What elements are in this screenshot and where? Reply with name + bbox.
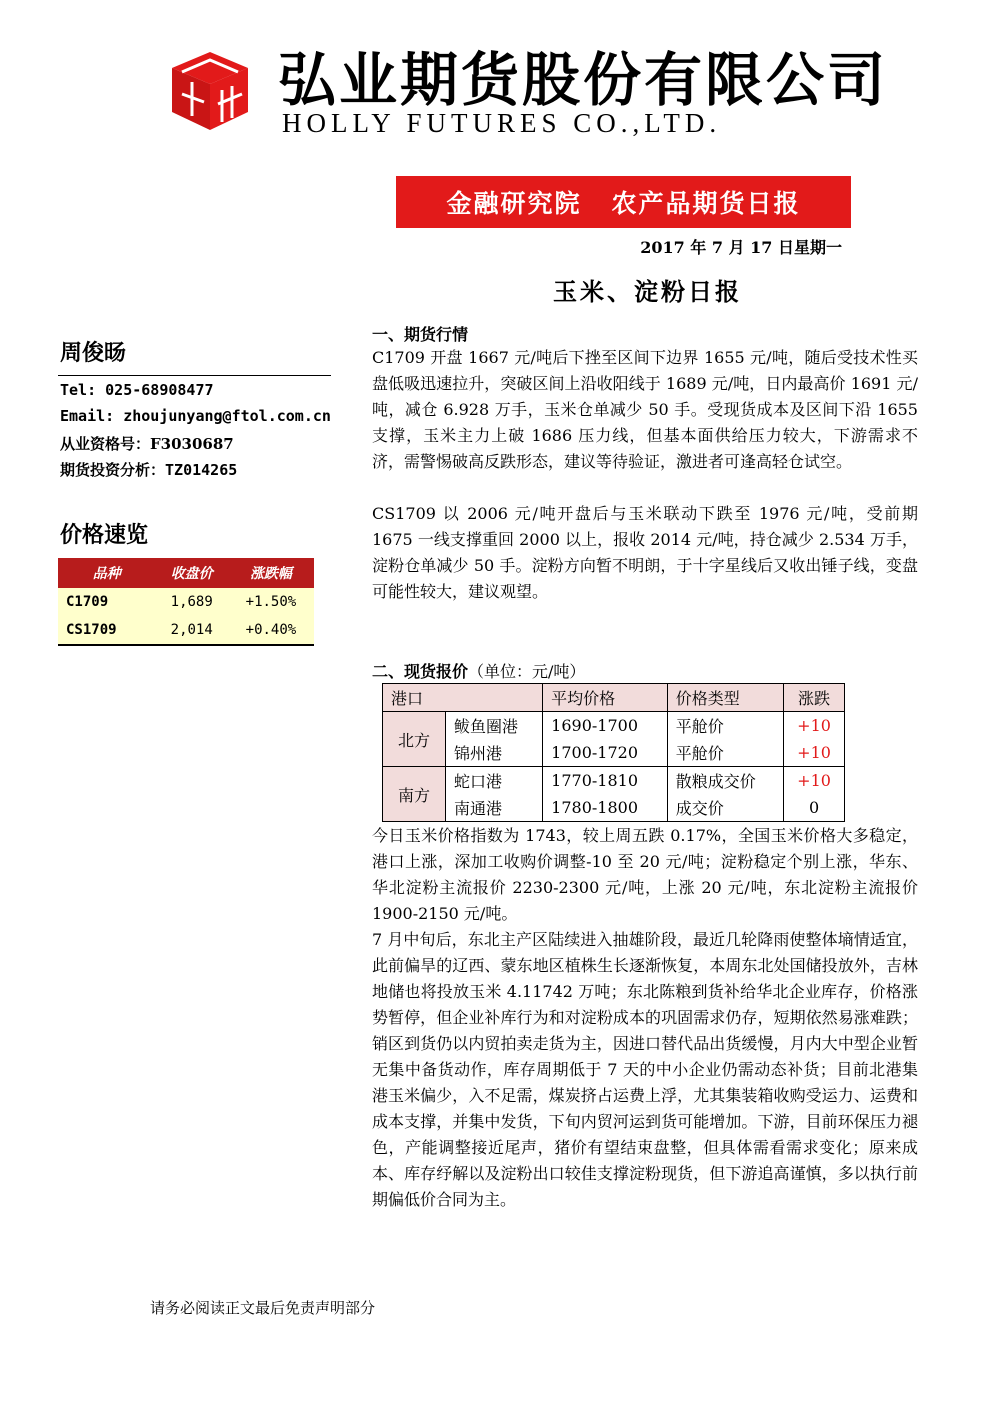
close-cell: 1,689 bbox=[156, 588, 228, 616]
page-title: 玉米、淀粉日报 bbox=[553, 277, 742, 306]
table-row bbox=[58, 588, 314, 616]
avg-price-cell: 1780-1800 bbox=[543, 794, 668, 822]
company-name-en: HOLLY FUTURES CO.,LTD. bbox=[282, 108, 722, 138]
price-overview-title: 价格速览 bbox=[60, 522, 149, 548]
analysis-value: TZ014265 bbox=[165, 461, 238, 479]
variety-cell: C1709 bbox=[58, 588, 156, 616]
qualification-line bbox=[60, 433, 234, 454]
section-heading-spot bbox=[372, 659, 585, 682]
table-row bbox=[383, 739, 845, 767]
price-type-cell: 平舱价 bbox=[667, 739, 783, 767]
col-header-close: 收盘价 bbox=[156, 558, 228, 588]
spot-heading-text: 二、现货报价 bbox=[372, 662, 469, 681]
author-tel: Tel: 025-68908477 bbox=[60, 381, 214, 399]
avg-price-cell: 1770-1810 bbox=[543, 767, 668, 795]
avg-price-cell: 1690-1700 bbox=[543, 712, 668, 740]
col-header-variety: 品种 bbox=[58, 558, 156, 588]
futures-paragraph-corn: C1709 开盘 1667 元/吨后下挫至区间下边界 1655 元/吨，随后受技术性买盘低吸迅速拉升，突破区间上沿收阳线于 1689 元/吨，日内最高价 1691 元/吨，减仓 6.928 万手，玉米仓单减少 50 手。受现货成本及区间下沿 1655 支撑，玉米主力上破 1686 压力线，但基本面供给压力较大，下游需求不济，需警惕破高反跌形态，建议等待验证，激进者可逢高轻仓试空。 bbox=[372, 348, 918, 471]
table-row bbox=[383, 767, 845, 795]
company-name-cn: 弘业期货股份有限公司 bbox=[278, 46, 889, 114]
col-header-change: 涨跌幅 bbox=[228, 558, 314, 588]
section-heading-futures: 一、期货行情 bbox=[372, 325, 469, 344]
region-south: 南方 bbox=[383, 767, 446, 822]
spot-paragraph-summary: 今日玉米价格指数为 1743，较上周五跌 0.17%，全国玉米价格大多稳定，港口上涨，深加工收购价调整-10 至 20 元/吨；淀粉稳定个别上涨，华东、华北淀粉主流报价 2230-2300 元/吨，上涨 20 元/吨，东北淀粉主流报价 1900-2150 元/吨。 bbox=[372, 826, 918, 923]
disclaimer-note: 请务必阅读正文最后免责声明部分 bbox=[150, 1299, 376, 1317]
price-overview-table bbox=[58, 558, 314, 646]
port-cell: 锦州港 bbox=[446, 739, 543, 767]
red-cube-logo-icon bbox=[168, 50, 252, 132]
port-cell: 南通港 bbox=[446, 794, 543, 822]
price-type-cell: 散粮成交价 bbox=[667, 767, 783, 795]
table-row bbox=[383, 712, 845, 740]
report-banner bbox=[396, 176, 851, 228]
region-north: 北方 bbox=[383, 712, 446, 767]
analysis-label: 期货投资分析： bbox=[60, 461, 166, 479]
spot-unit: （单位：元/吨） bbox=[468, 662, 586, 681]
spot-price-table bbox=[382, 683, 845, 822]
close-cell: 2,014 bbox=[156, 616, 228, 645]
qualification-label: 从业资格号： bbox=[60, 435, 151, 453]
author-name: 周俊旸 bbox=[60, 340, 127, 366]
price-type-cell: 平舱价 bbox=[667, 712, 783, 740]
price-type-cell: 成交价 bbox=[667, 794, 783, 822]
avg-price-cell: 1700-1720 bbox=[543, 739, 668, 767]
change-cell: 0 bbox=[784, 794, 845, 822]
change-cell: +10 bbox=[784, 767, 845, 795]
col-header-change: 涨跌 bbox=[784, 684, 845, 712]
table-row bbox=[58, 616, 314, 645]
change-cell: +10 bbox=[784, 739, 845, 767]
futures-paragraph-starch: CS1709 以 2006 元/吨开盘后与玉米联动下跌至 1976 元/吨，受前期 1675 一线支撑重回 2000 以上，报收 2014 元/吨，持仓减少 2.534 万手，淀粉仓单减少 50 手。淀粉方向暂不明朗，于十字星线后又收出锤子线，变盘可能性较大，建议观望。 bbox=[372, 504, 918, 601]
report-date: 2017 年 7 月 17 日星期一 bbox=[640, 238, 842, 257]
col-header-price-type: 价格类型 bbox=[667, 684, 783, 712]
qualification-value: F3030687 bbox=[150, 435, 234, 453]
change-cell: +1.50% bbox=[228, 588, 314, 616]
col-header-port: 港口 bbox=[383, 684, 543, 712]
analysis-line bbox=[60, 459, 237, 480]
spot-paragraph-analysis: 7 月中旬后，东北主产区陆续进入抽雄阶段，最近几轮降雨使整体墒情适宜，此前偏旱的辽西、蒙东地区植株生长逐渐恢复，本周东北处国储投放外，吉林地储也将投放玉米 4.11742 万吨；东北陈粮到货补给华北企业库存，价格涨势暂停，但企业补库行为和对淀粉成本的巩固需求仍存，短期依然易涨难跌；销区到货仍以内贸拍卖走货为主，因进口替代品出货缓慢，月内大中型企业暂无集中备货动作，库存周期低于 7 天的中小企业仍需动态补货；目前北港集港玉米偏少，入不足需，煤炭挤占运费上浮，尤其集装箱收购受运力、运费和成本支撑，并集中发货，下旬内贸河运到货可能增加。下游，目前环保压力褪色，产能调整接近尾声，猪价有望结束盘整，但具体需看需求变化；原来成本、库存纾解以及淀粉出口较佳支撑淀粉现货，但下游追高谨慎，多以执行前期偏低价合同为主。 bbox=[372, 930, 918, 1209]
port-cell: 鲅鱼圈港 bbox=[446, 712, 543, 740]
port-cell: 蛇口港 bbox=[446, 767, 543, 795]
author-divider bbox=[58, 375, 331, 376]
change-cell: +10 bbox=[784, 712, 845, 740]
banner-report-type: 农产品期货日报 bbox=[611, 189, 801, 218]
change-cell: +0.40% bbox=[228, 616, 314, 645]
table-row bbox=[383, 794, 845, 822]
col-header-avg-price: 平均价格 bbox=[543, 684, 668, 712]
variety-cell: CS1709 bbox=[58, 616, 156, 645]
banner-institute: 金融研究院 bbox=[446, 189, 582, 218]
author-email: Email: zhoujunyang@ftol.com.cn bbox=[60, 407, 331, 425]
